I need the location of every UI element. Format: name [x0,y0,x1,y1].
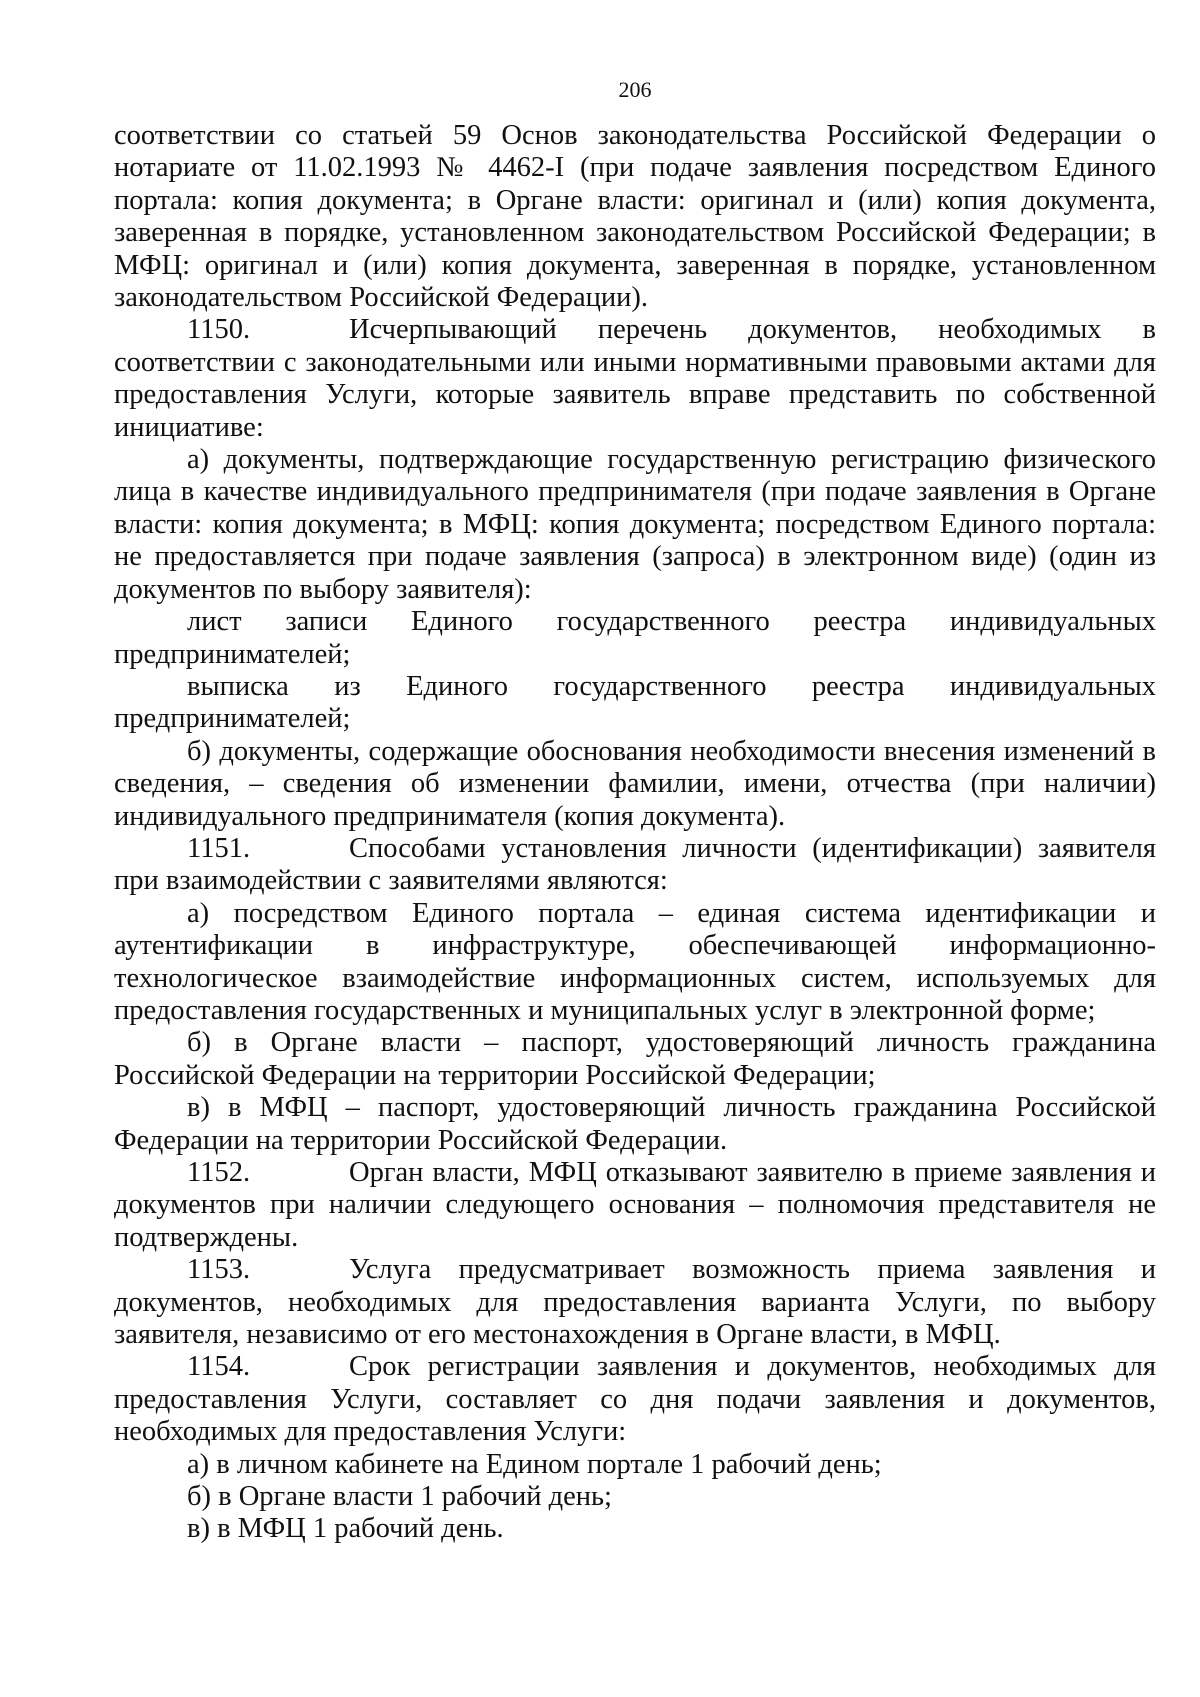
paragraph-text: выписка из Единого государственного реестра индивидуальных предпринимателей; [114,670,1156,735]
paragraph-text: Исчерпывающий перечень документов, необходимых в соответствии с законодательными или иными нормативными правовыми актами для предоставления Услуги, которые заявитель вправе представить по собственной инициативе: [114,314,1156,443]
page-number: 206 [618,77,652,102]
list-item-b [114,1481,1156,1513]
paragraph-continuation [114,120,1156,314]
list-item-a [114,444,1156,606]
paragraph-text: а) в личном кабинете на Едином портале 1 рабочий день; [187,1448,882,1480]
list-item-b [114,736,1156,833]
paragraph-text: в) в МФЦ – паспорт, удостоверяющий личность гражданина Российской Федерации на территории Российской Федерации. [114,1092,1156,1156]
paragraph-text: а) посредством Единого портала – единая система идентификации и аутентификации в инфраструктуре, обеспечивающей информационно-технологическое взаимодействие информационных систем, используемых для предоставления государственных и муниципальных услуг в электронной форме; [114,897,1156,1026]
document-page [114,60,1156,1546]
paragraph-text: Способами установления личности (идентификации) заявителя при взаимодействии с заявителями являются: [114,832,1156,897]
paragraph-1151 [114,833,1156,898]
paragraph-number: 1154. [187,1351,251,1383]
paragraph-text: б) документы, содержащие обоснования необходимости внесения изменений в сведения, – сведения об изменении фамилии, имени, отчества (при наличии) индивидуального предпринимателя (копия документа). [114,735,1156,832]
paragraph-number: 1153. [187,1254,251,1286]
list-item-a [114,1449,1156,1481]
paragraph-text: Услуга предусматривает возможность приема заявления и документов, необходимых для предоставления варианта Услуги, по выбору заявителя, независимо от его местонахождения в Органе власти, в МФЦ. [114,1254,1156,1351]
paragraph-1150 [114,314,1156,444]
paragraph-number: 1152. [187,1157,251,1188]
paragraph-number: 1151. [187,832,251,864]
paragraph-text: Срок регистрации заявления и документов, необходимых для предоставления Услуги, составляет со дня подачи заявления и документов, необходимых для предоставления Услуги: [114,1351,1156,1448]
paragraph-number: 1150. [187,314,251,346]
list-item-b [114,1027,1156,1092]
list-item-a [114,898,1156,1028]
list-item-c [114,1513,1156,1545]
paragraph-text: в) в МФЦ 1 рабочий день. [187,1513,504,1545]
paragraph-1153 [114,1254,1156,1351]
paragraph-1154 [114,1351,1156,1448]
paragraph-text: Орган власти, МФЦ отказывают заявителю в приеме заявления и документов при наличии следующего основания – полномочия представителя не подтверждены. [114,1157,1156,1253]
paragraph-text: а) документы, подтверждающие государственную регистрацию физического лица в качестве индивидуального предпринимателя (при подаче заявления в Органе власти: копия документа; в МФЦ: копия документа; посредством Единого портала: не предоставляется при подаче заявления (запроса) в электронном виде) (один из документов по выбору заявителя): [114,444,1156,605]
paragraph-text: лист записи Единого государственного реестра индивидуальных предпринимателей; [114,606,1156,670]
sub-item [114,606,1156,671]
paragraph-text: б) в Органе власти 1 рабочий день; [187,1481,612,1513]
paragraph-text: соответствии со статьей 59 Основ законодательства Российской Федерации о нотариате от 11.02.1993 № 4462-I (при подаче заявления посредством Единого портала: копия документа; в Органе власти: оригинал и (или) копия документа, заверенная в порядке, установленном законодательством Российской Федерации; в МФЦ: оригинал и (или) копия документа, заверенная в порядке, установленном законодательством Российской Федерации). [114,120,1156,314]
paragraph-1152 [114,1157,1156,1254]
paragraph-text: б) в Органе власти – паспорт, удостоверяющий личность гражданина Российской Федерации на территории Российской Федерации; [114,1027,1156,1091]
list-item-c [114,1092,1156,1157]
sub-item [114,671,1156,736]
